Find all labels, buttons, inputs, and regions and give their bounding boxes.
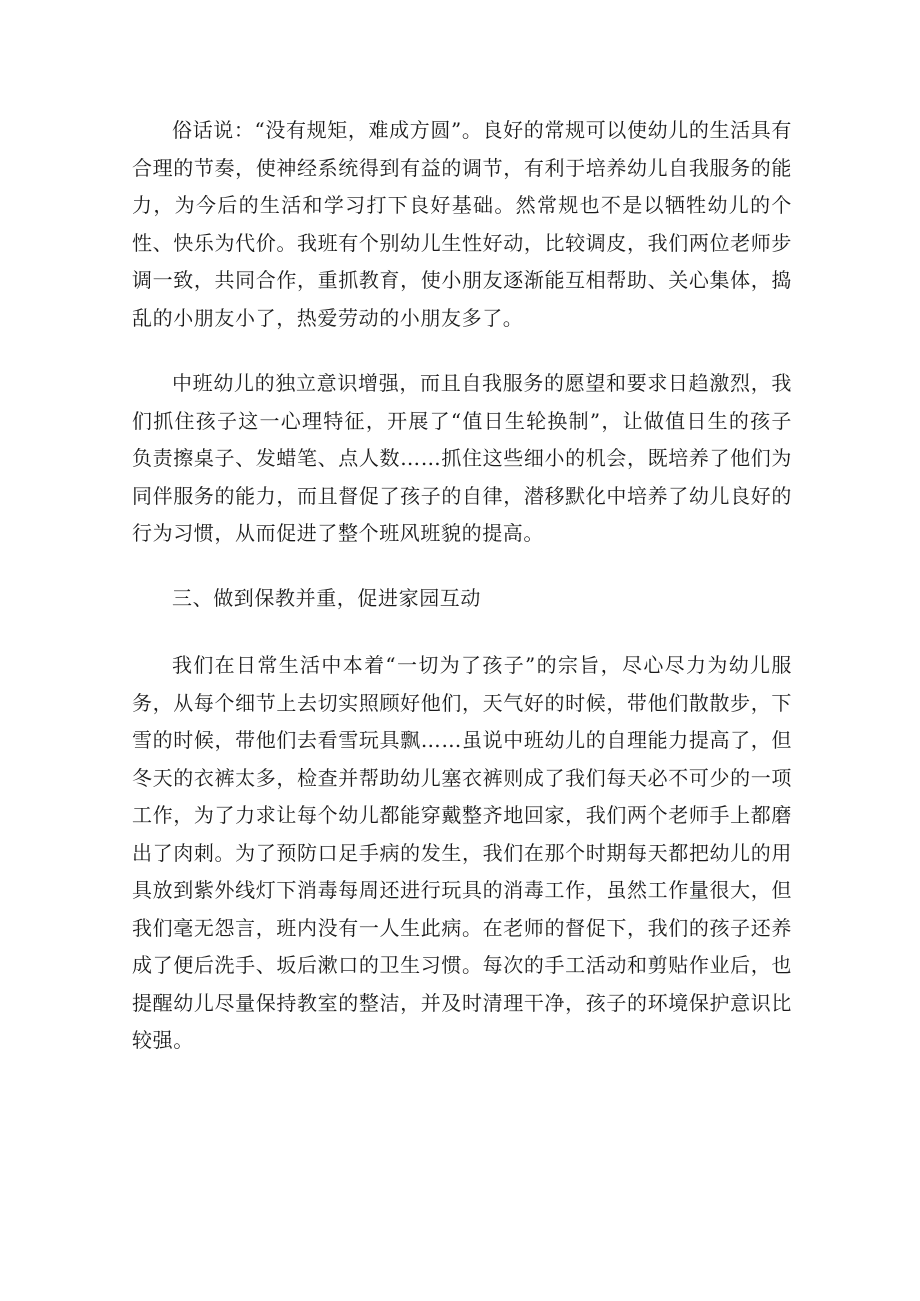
document-body (132, 112, 792, 1060)
paragraph-routine: 俗话说：“没有规矩，难成方圆”。良好的常规可以使幼儿的生活具有合理的节奏，使神经系统得到有益的调节，有利于培养幼儿自我服务的能力，为今后的生活和学习打下良好基础。然常规也不是以牺牲幼儿的个性、快乐为代价。我班有个别幼儿生性好动，比较调皮，我们两位老师步调一致，共同合作，重抓教育，使小朋友逐渐能互相帮助、关心集体，捣乱的小朋友小了，热爱劳动的小朋友多了。 (132, 118, 792, 330)
paragraph-duty-rotation: 中班幼儿的独立意识增强，而且自我服务的愿望和要求日趋激烈，我们抓住孩子这一心理特征，开展了“值日生轮换制”，让做值日生的孩子负责擦桌子、发蜡笔、点人数……抓住这些细小的机会，既培养了他们为同伴服务的能力，而且督促了孩子的自律，潜移默化中培养了幼儿良好的行为习惯，从而促进了整个班风班貌的提高。 (132, 371, 792, 545)
paragraph-daily-care: 我们在日常生活中本着“一切为了孩子”的宗旨，尽心尽力为幼儿服务，从每个细节上去切实照顾好他们，天气好的时候，带他们散散步，下雪的时候，带他们去看雪玩具飘……虽说中班幼儿的自理能力提高了，但冬天的衣裤太多，检查并帮助幼儿塞衣裤则成了我们每天必不可少的一项工作，为了力求让每个幼儿都能穿戴整齐地回家，我们两个老师手上都磨出了肉刺。为了预防口足手病的发生，我们在那个时期每天都把幼儿的用具放到紫外线灯下消毒每周还进行玩具的消毒工作，虽然工作量很大，但我们毫无怨言，班内没有一人生此病。在老师的督促下，我们的孩子还养成了便后洗手、坂后漱口的卫生习惯。每次的手工活动和剪贴作业后，也提醒幼儿尽量保持教室的整洁，并及时清理干净，孩子的环境保护意识比较强。 (132, 653, 792, 1052)
section-heading-care-education: 三、做到保教并重，促进家园互动 (172, 585, 481, 610)
